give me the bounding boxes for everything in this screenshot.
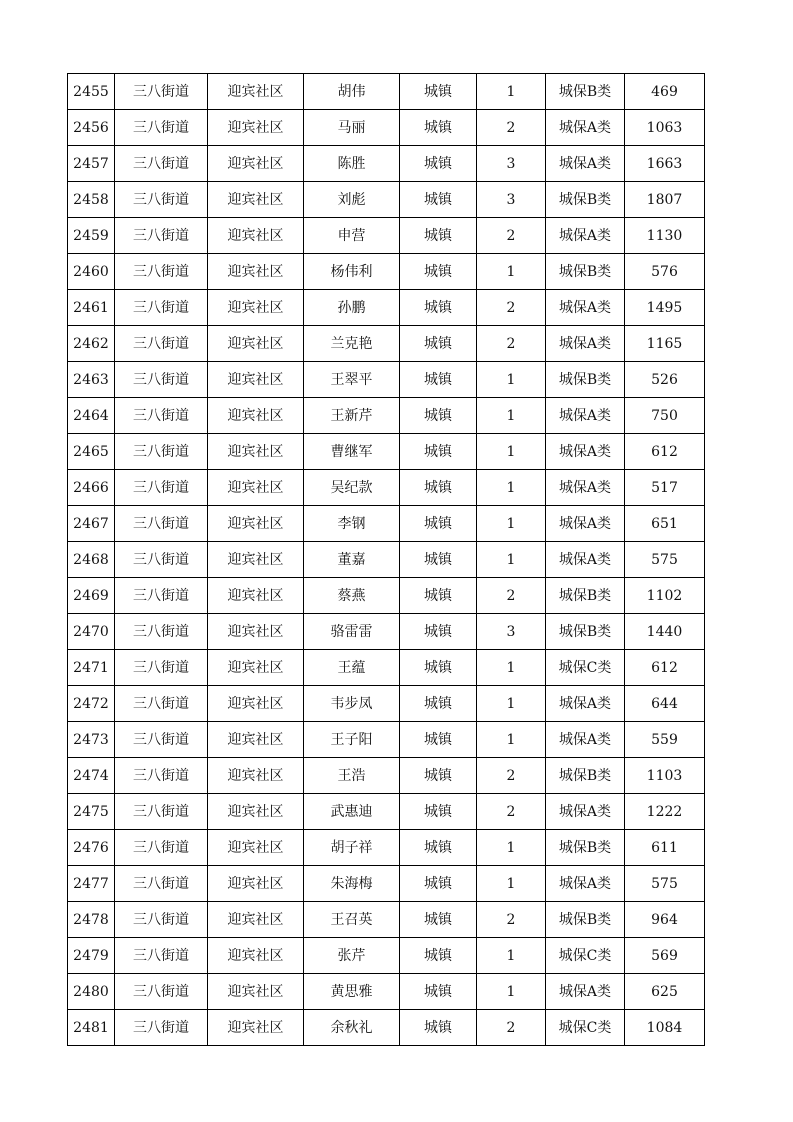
insurance-category-cell: 城保A类: [546, 974, 625, 1010]
record-id-cell: 2475: [68, 794, 115, 830]
person-name-cell: 王翠平: [304, 362, 400, 398]
member-count-cell: 2: [477, 290, 546, 326]
household-type-cell: 城镇: [400, 758, 477, 794]
household-type-cell: 城镇: [400, 830, 477, 866]
member-count-cell: 1: [477, 938, 546, 974]
street-cell: 三八街道: [115, 902, 208, 938]
member-count-cell: 2: [477, 326, 546, 362]
household-type-cell: 城镇: [400, 326, 477, 362]
member-count-cell: 1: [477, 650, 546, 686]
amount-cell: 1084: [625, 1010, 705, 1046]
amount-cell: 517: [625, 470, 705, 506]
table-row: [68, 254, 705, 290]
person-name-cell: 刘彪: [304, 182, 400, 218]
person-name-cell: 王子阳: [304, 722, 400, 758]
person-name-cell: 朱海梅: [304, 866, 400, 902]
amount-cell: 469: [625, 74, 705, 110]
table-row: [68, 650, 705, 686]
record-id-cell: 2459: [68, 218, 115, 254]
community-cell: 迎宾社区: [208, 830, 304, 866]
person-name-cell: 曹继军: [304, 434, 400, 470]
amount-cell: 625: [625, 974, 705, 1010]
amount-cell: 1440: [625, 614, 705, 650]
street-cell: 三八街道: [115, 794, 208, 830]
member-count-cell: 2: [477, 218, 546, 254]
member-count-cell: 2: [477, 578, 546, 614]
insurance-category-cell: 城保A类: [546, 398, 625, 434]
community-cell: 迎宾社区: [208, 290, 304, 326]
amount-cell: 1222: [625, 794, 705, 830]
table-row: [68, 614, 705, 650]
record-id-cell: 2466: [68, 470, 115, 506]
member-count-cell: 3: [477, 614, 546, 650]
amount-cell: 611: [625, 830, 705, 866]
community-cell: 迎宾社区: [208, 218, 304, 254]
amount-cell: 569: [625, 938, 705, 974]
person-name-cell: 陈胜: [304, 146, 400, 182]
community-cell: 迎宾社区: [208, 794, 304, 830]
community-cell: 迎宾社区: [208, 506, 304, 542]
street-cell: 三八街道: [115, 722, 208, 758]
insurance-category-cell: 城保A类: [546, 506, 625, 542]
street-cell: 三八街道: [115, 866, 208, 902]
street-cell: 三八街道: [115, 938, 208, 974]
household-type-cell: 城镇: [400, 74, 477, 110]
amount-cell: 750: [625, 398, 705, 434]
amount-cell: 576: [625, 254, 705, 290]
community-cell: 迎宾社区: [208, 326, 304, 362]
insurance-category-cell: 城保A类: [546, 290, 625, 326]
insurance-category-cell: 城保B类: [546, 254, 625, 290]
record-id-cell: 2461: [68, 290, 115, 326]
household-type-cell: 城镇: [400, 1010, 477, 1046]
amount-cell: 1102: [625, 578, 705, 614]
amount-cell: 1063: [625, 110, 705, 146]
record-id-cell: 2480: [68, 974, 115, 1010]
record-id-cell: 2457: [68, 146, 115, 182]
amount-cell: 612: [625, 434, 705, 470]
amount-cell: 575: [625, 542, 705, 578]
member-count-cell: 1: [477, 362, 546, 398]
member-count-cell: 3: [477, 182, 546, 218]
record-id-cell: 2473: [68, 722, 115, 758]
amount-cell: 526: [625, 362, 705, 398]
person-name-cell: 王召英: [304, 902, 400, 938]
amount-cell: 1663: [625, 146, 705, 182]
record-id-cell: 2470: [68, 614, 115, 650]
household-type-cell: 城镇: [400, 794, 477, 830]
street-cell: 三八街道: [115, 974, 208, 1010]
person-name-cell: 蔡燕: [304, 578, 400, 614]
community-cell: 迎宾社区: [208, 974, 304, 1010]
insurance-category-cell: 城保A类: [546, 794, 625, 830]
household-type-cell: 城镇: [400, 866, 477, 902]
insurance-category-cell: 城保A类: [546, 218, 625, 254]
table-row: [68, 902, 705, 938]
person-name-cell: 申营: [304, 218, 400, 254]
household-type-cell: 城镇: [400, 218, 477, 254]
table-row: [68, 722, 705, 758]
community-cell: 迎宾社区: [208, 686, 304, 722]
household-type-cell: 城镇: [400, 254, 477, 290]
record-id-cell: 2455: [68, 74, 115, 110]
record-id-cell: 2478: [68, 902, 115, 938]
person-name-cell: 吴纪款: [304, 470, 400, 506]
household-type-cell: 城镇: [400, 146, 477, 182]
street-cell: 三八街道: [115, 650, 208, 686]
person-name-cell: 余秋礼: [304, 1010, 400, 1046]
community-cell: 迎宾社区: [208, 938, 304, 974]
person-name-cell: 武惠迪: [304, 794, 400, 830]
street-cell: 三八街道: [115, 758, 208, 794]
record-id-cell: 2472: [68, 686, 115, 722]
table-row: [68, 1010, 705, 1046]
community-cell: 迎宾社区: [208, 74, 304, 110]
table-row: [68, 146, 705, 182]
community-cell: 迎宾社区: [208, 902, 304, 938]
table-row: [68, 434, 705, 470]
member-count-cell: 2: [477, 758, 546, 794]
record-id-cell: 2456: [68, 110, 115, 146]
insurance-category-cell: 城保C类: [546, 938, 625, 974]
member-count-cell: 3: [477, 146, 546, 182]
street-cell: 三八街道: [115, 362, 208, 398]
household-type-cell: 城镇: [400, 578, 477, 614]
insurance-category-cell: 城保A类: [546, 866, 625, 902]
record-id-cell: 2471: [68, 650, 115, 686]
street-cell: 三八街道: [115, 74, 208, 110]
street-cell: 三八街道: [115, 290, 208, 326]
household-type-cell: 城镇: [400, 110, 477, 146]
street-cell: 三八街道: [115, 578, 208, 614]
insurance-category-cell: 城保B类: [546, 614, 625, 650]
member-count-cell: 2: [477, 794, 546, 830]
amount-cell: 1165: [625, 326, 705, 362]
table-row: [68, 398, 705, 434]
amount-cell: 612: [625, 650, 705, 686]
table-row: [68, 794, 705, 830]
amount-cell: 1495: [625, 290, 705, 326]
community-cell: 迎宾社区: [208, 434, 304, 470]
household-type-cell: 城镇: [400, 650, 477, 686]
insurance-category-cell: 城保B类: [546, 74, 625, 110]
table-row: [68, 182, 705, 218]
amount-cell: 651: [625, 506, 705, 542]
street-cell: 三八街道: [115, 470, 208, 506]
table-row: [68, 578, 705, 614]
member-count-cell: 2: [477, 110, 546, 146]
household-type-cell: 城镇: [400, 434, 477, 470]
member-count-cell: 1: [477, 830, 546, 866]
community-cell: 迎宾社区: [208, 722, 304, 758]
insurance-category-cell: 城保B类: [546, 182, 625, 218]
table-row: [68, 758, 705, 794]
insurance-category-cell: 城保C类: [546, 1010, 625, 1046]
member-count-cell: 1: [477, 722, 546, 758]
community-cell: 迎宾社区: [208, 470, 304, 506]
street-cell: 三八街道: [115, 254, 208, 290]
insurance-category-cell: 城保A类: [546, 542, 625, 578]
community-cell: 迎宾社区: [208, 254, 304, 290]
amount-cell: 644: [625, 686, 705, 722]
household-type-cell: 城镇: [400, 182, 477, 218]
amount-cell: 1103: [625, 758, 705, 794]
person-name-cell: 王浩: [304, 758, 400, 794]
street-cell: 三八街道: [115, 614, 208, 650]
street-cell: 三八街道: [115, 542, 208, 578]
household-type-cell: 城镇: [400, 506, 477, 542]
table-row: [68, 218, 705, 254]
insurance-category-cell: 城保A类: [546, 686, 625, 722]
amount-cell: 559: [625, 722, 705, 758]
household-type-cell: 城镇: [400, 362, 477, 398]
household-type-cell: 城镇: [400, 542, 477, 578]
insurance-category-cell: 城保A类: [546, 110, 625, 146]
record-id-cell: 2464: [68, 398, 115, 434]
member-count-cell: 1: [477, 74, 546, 110]
amount-cell: 1130: [625, 218, 705, 254]
person-name-cell: 董嘉: [304, 542, 400, 578]
street-cell: 三八街道: [115, 182, 208, 218]
record-id-cell: 2479: [68, 938, 115, 974]
table-row: [68, 110, 705, 146]
street-cell: 三八街道: [115, 398, 208, 434]
record-id-cell: 2481: [68, 1010, 115, 1046]
insurance-category-cell: 城保A类: [546, 146, 625, 182]
household-type-cell: 城镇: [400, 686, 477, 722]
household-type-cell: 城镇: [400, 470, 477, 506]
record-id-cell: 2477: [68, 866, 115, 902]
records-table-body: [68, 74, 705, 1046]
household-type-cell: 城镇: [400, 614, 477, 650]
member-count-cell: 2: [477, 902, 546, 938]
household-type-cell: 城镇: [400, 902, 477, 938]
community-cell: 迎宾社区: [208, 542, 304, 578]
member-count-cell: 1: [477, 254, 546, 290]
community-cell: 迎宾社区: [208, 614, 304, 650]
record-id-cell: 2462: [68, 326, 115, 362]
amount-cell: 575: [625, 866, 705, 902]
member-count-cell: 1: [477, 398, 546, 434]
record-id-cell: 2468: [68, 542, 115, 578]
community-cell: 迎宾社区: [208, 650, 304, 686]
member-count-cell: 1: [477, 686, 546, 722]
community-cell: 迎宾社区: [208, 758, 304, 794]
insurance-category-cell: 城保B类: [546, 578, 625, 614]
insurance-category-cell: 城保B类: [546, 758, 625, 794]
street-cell: 三八街道: [115, 1010, 208, 1046]
person-name-cell: 马丽: [304, 110, 400, 146]
person-name-cell: 胡子祥: [304, 830, 400, 866]
member-count-cell: 1: [477, 866, 546, 902]
street-cell: 三八街道: [115, 830, 208, 866]
table-row: [68, 326, 705, 362]
community-cell: 迎宾社区: [208, 182, 304, 218]
record-id-cell: 2476: [68, 830, 115, 866]
street-cell: 三八街道: [115, 434, 208, 470]
table-row: [68, 362, 705, 398]
table-row: [68, 938, 705, 974]
person-name-cell: 张芹: [304, 938, 400, 974]
street-cell: 三八街道: [115, 218, 208, 254]
insurance-category-cell: 城保A类: [546, 434, 625, 470]
insurance-category-cell: 城保A类: [546, 722, 625, 758]
community-cell: 迎宾社区: [208, 146, 304, 182]
person-name-cell: 王新芹: [304, 398, 400, 434]
member-count-cell: 2: [477, 1010, 546, 1046]
person-name-cell: 李钢: [304, 506, 400, 542]
community-cell: 迎宾社区: [208, 398, 304, 434]
person-name-cell: 胡伟: [304, 74, 400, 110]
record-id-cell: 2465: [68, 434, 115, 470]
person-name-cell: 韦步凤: [304, 686, 400, 722]
community-cell: 迎宾社区: [208, 578, 304, 614]
amount-cell: 1807: [625, 182, 705, 218]
household-type-cell: 城镇: [400, 974, 477, 1010]
community-cell: 迎宾社区: [208, 866, 304, 902]
insurance-category-cell: 城保A类: [546, 326, 625, 362]
records-table: [67, 73, 705, 1046]
table-row: [68, 506, 705, 542]
street-cell: 三八街道: [115, 110, 208, 146]
insurance-category-cell: 城保C类: [546, 650, 625, 686]
street-cell: 三八街道: [115, 146, 208, 182]
table-row: [68, 830, 705, 866]
person-name-cell: 王蕴: [304, 650, 400, 686]
insurance-category-cell: 城保B类: [546, 362, 625, 398]
table-row: [68, 686, 705, 722]
record-id-cell: 2474: [68, 758, 115, 794]
street-cell: 三八街道: [115, 686, 208, 722]
record-id-cell: 2463: [68, 362, 115, 398]
record-id-cell: 2458: [68, 182, 115, 218]
person-name-cell: 骆雷雷: [304, 614, 400, 650]
person-name-cell: 孙鹏: [304, 290, 400, 326]
member-count-cell: 1: [477, 974, 546, 1010]
insurance-category-cell: 城保B类: [546, 830, 625, 866]
insurance-category-cell: 城保B类: [546, 902, 625, 938]
street-cell: 三八街道: [115, 326, 208, 362]
record-id-cell: 2467: [68, 506, 115, 542]
record-id-cell: 2469: [68, 578, 115, 614]
community-cell: 迎宾社区: [208, 1010, 304, 1046]
community-cell: 迎宾社区: [208, 362, 304, 398]
household-type-cell: 城镇: [400, 938, 477, 974]
table-row: [68, 866, 705, 902]
table-row: [68, 974, 705, 1010]
person-name-cell: 杨伟利: [304, 254, 400, 290]
amount-cell: 964: [625, 902, 705, 938]
table-row: [68, 290, 705, 326]
table-row: [68, 542, 705, 578]
person-name-cell: 黄思雅: [304, 974, 400, 1010]
community-cell: 迎宾社区: [208, 110, 304, 146]
household-type-cell: 城镇: [400, 290, 477, 326]
person-name-cell: 兰克艳: [304, 326, 400, 362]
household-type-cell: 城镇: [400, 722, 477, 758]
member-count-cell: 1: [477, 506, 546, 542]
record-id-cell: 2460: [68, 254, 115, 290]
table-row: [68, 470, 705, 506]
street-cell: 三八街道: [115, 506, 208, 542]
insurance-category-cell: 城保A类: [546, 470, 625, 506]
member-count-cell: 1: [477, 542, 546, 578]
household-type-cell: 城镇: [400, 398, 477, 434]
member-count-cell: 1: [477, 434, 546, 470]
table-row: [68, 74, 705, 110]
member-count-cell: 1: [477, 470, 546, 506]
